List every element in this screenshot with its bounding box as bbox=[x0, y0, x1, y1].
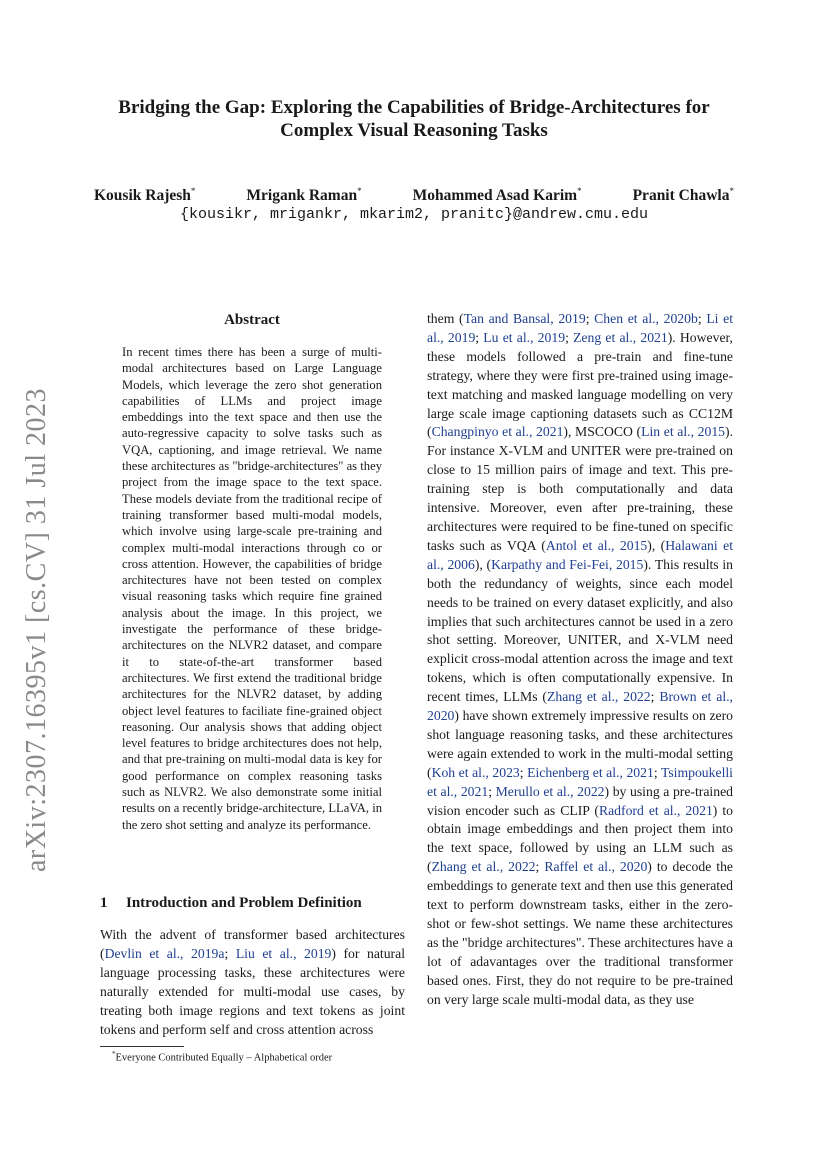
section-number: 1 bbox=[100, 895, 108, 911]
citation-link[interactable]: Radford et al., 2021 bbox=[598, 802, 713, 818]
citation-link[interactable]: Eichenberg et al., 2021 bbox=[527, 764, 654, 780]
citation-link[interactable]: Merullo et al., 2022 bbox=[495, 783, 605, 799]
section-title: Introduction and Problem Definition bbox=[126, 895, 362, 911]
citation-link[interactable]: Antol et al., 2015 bbox=[545, 537, 648, 553]
section-heading bbox=[100, 895, 410, 912]
author-list bbox=[80, 186, 748, 205]
footnote: *Everyone Contributed Equally – Alphabetical order bbox=[112, 1050, 333, 1064]
author: Pranit Chawla* bbox=[632, 186, 734, 205]
citation-link[interactable]: Chen et al., 2020b bbox=[594, 311, 698, 326]
citation-link[interactable]: Zhang et al., 2022 bbox=[431, 859, 536, 875]
citation-link[interactable]: Lin et al., 2015 bbox=[641, 424, 726, 440]
abstract-heading: Abstract bbox=[224, 312, 280, 328]
footnote-rule bbox=[100, 1046, 184, 1047]
author: Mohammed Asad Karim* bbox=[412, 186, 582, 205]
intro-paragraph: With the advent of transformer based architectures (Devlin et al., 2019a; Liu et al., 2019) for natural language processing tasks, these architectures were naturally extended for multi-modal use cases, by treating both image regions and text tokens as joint tokens and perform self and cross attention across bbox=[100, 927, 405, 1037]
citation-link[interactable]: Halawani et al., 2006 bbox=[427, 537, 734, 572]
citation-link[interactable]: Liu et al., 2019 bbox=[235, 945, 332, 961]
citation-link[interactable]: Zhang et al., 2022 bbox=[546, 689, 651, 705]
author: Kousik Rajesh* bbox=[94, 186, 196, 205]
citation-link[interactable]: Brown et al., 2020 bbox=[427, 689, 733, 724]
intro-paragraph-continued: them (Tan and Bansal, 2019; Chen et al., 2020b; Li et al., 2019; Lu et al., 2019; Zeng et al., 2021). However, these models followed a pre-train and fine-tune strategy, where they were first pre-trained using image-text matching and masked language modelling on very large scale image captioning datasets such as CC12M (Changpinyo et al., 2021), MSCOCO (Lin et al., 2015). For instance X-VLM and UNITER were pre-trained on close to 15 million pairs of image and text. This pre-training step is both computationally and data intensive. Moreover, even after pre-training, these architectures were required to be fine-tuned on specific tasks such as VQA (Antol et al., 2015), (Halawani et al., 2006), (Karpathy and Fei-Fei, 2015). This results in both the redundancy of weights, since each model needs to be trained on every dataset explicitly, and also implies that such architectures cannot be used in a zero shot setting. Moreover, UNITER, and X-VLM need explicit cross-modal attention across the image and text tokens, which is often computationally expensive. In recent times, LLMs (Zhang et al., 2022; Brown et al., 2020) have shown extremely impressive results on zero shot language reasoning tasks, and these architectures were again extended to work in the multi-modal setting (Koh et al., 2023; Eichenberg et al., 2021; Tsimpoukelli et al., 2021; Merullo et al., 2022) by using a pre-trained vision encoder such as CLIP (Radford et al., 2021) to obtain image embeddings and then project them into the text space, followed by using an LLM such as (Zhang et al., 2022; Raffel et al., 2020) to decode the embeddings to generate text and then use this generated text to perform downstream tasks, either in the zero-shot or few-shot settings. We name these architectures as the "bridge architectures". These architectures have a lot of adavantages over the traditional transformer based ones. First, they do not require to be pre-trained on very large scale multi-modal data, as they use bbox=[427, 311, 734, 1007]
citation-link[interactable]: Changpinyo et al., 2021 bbox=[431, 424, 564, 440]
arxiv-identifier bbox=[14, 380, 60, 880]
arxiv-identifier-text: arXiv:2307.16395v1 [cs.CV] 31 Jul 2023 bbox=[21, 387, 52, 873]
citation-link[interactable]: Raffel et al., 2020 bbox=[544, 859, 648, 875]
author: Mrigank Raman* bbox=[246, 186, 362, 205]
author-emails: {kousikr, mrigankr, mkarim2, pranitc}@andrew.cmu.edu bbox=[179, 206, 649, 223]
citation-link[interactable]: Karpathy and Fei-Fei, 2015 bbox=[491, 556, 644, 572]
citation-link[interactable]: Tan and Bansal, 2019 bbox=[463, 311, 586, 326]
citation-link[interactable]: Lu et al., 2019 bbox=[483, 329, 566, 345]
citation-link[interactable]: Zeng et al., 2021 bbox=[573, 329, 668, 345]
citation-link[interactable]: Devlin et al., 2019a bbox=[104, 945, 225, 961]
citation-link[interactable]: Li et al., 2019 bbox=[427, 311, 734, 345]
citation-link[interactable]: Koh et al., 2023 bbox=[431, 764, 520, 780]
paper-title: Bridging the Gap: Exploring the Capabilities of Bridge-Architectures for Complex Visual Reasoning Tasks bbox=[118, 97, 710, 141]
abstract-text: In recent times there has been a surge of multi-modal architectures based on Large Language Models, which leverage the zero shot generation capabilities of LLMs and project image embeddings into the text space and then use the auto-regressive capacity to solve tasks such as VQA, captioning, and image retrieval. We name these architectures as "bridge-architectures" as they project from the image space to the text space. These models deviate from the traditional recipe of training transformer based multi-modal models, which involve using large-scale pre-training and complex multi-modal interactions through co or cross attention. However, the capabilities of bridge architectures have not been tested on complex visual reasoning tasks which require fine grained analysis about the image. In this project, we investigate the performance of these bridge-architectures on the NLVR2 dataset, and compare it to state-of-the-art transformer based architectures. We first extend the traditional bridge architectures for the NLVR2 dataset, by adding object level features to faciliate fine-grained object reasoning. Our analysis shows that adding object level features to bridge architectures does not help, and that pre-training on multi-modal data is key for good performance on complex reasoning tasks such as NLVR2. We also demonstrate some initial results on a recently bridge-architecture, LLaVA, in the zero shot setting and analyze its performance. bbox=[122, 345, 382, 832]
citation-link[interactable]: Tsimpoukelli et al., 2021 bbox=[427, 764, 733, 799]
